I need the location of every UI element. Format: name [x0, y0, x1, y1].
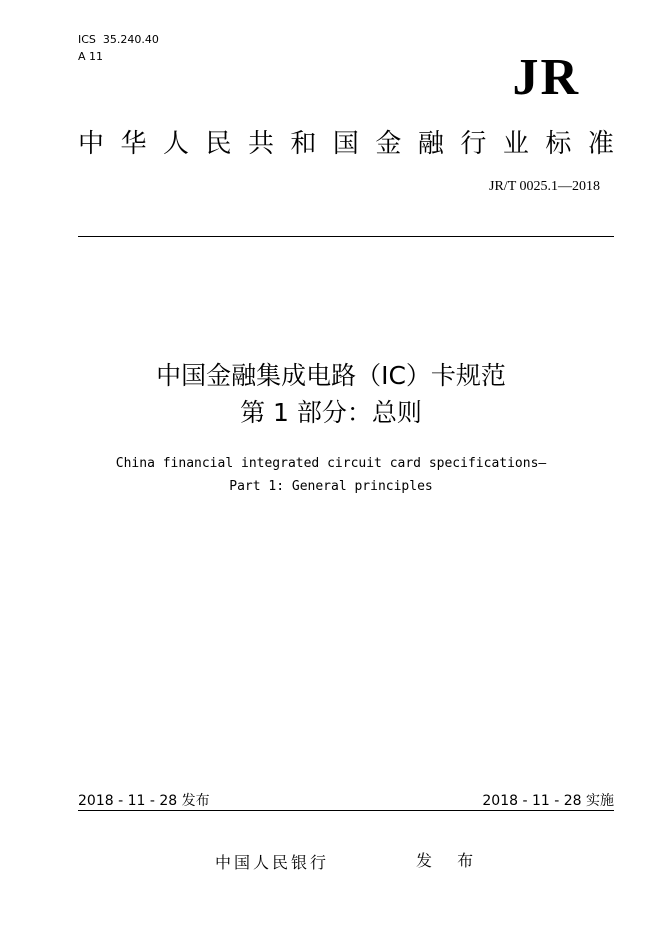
standard-category-char: 共	[247, 129, 274, 159]
implementation-date: 2018 - 11 - 28 实施	[482, 793, 614, 809]
standard-category-char: 业	[502, 129, 529, 159]
issue-date: 2018 - 11 - 28 发布	[78, 793, 210, 809]
standard-category-char: 标	[545, 129, 572, 159]
standard-category-char: 国	[332, 129, 359, 159]
jr-logo: JR	[512, 49, 580, 106]
document-subtitle-zh: 第 1 部分：总则	[240, 398, 422, 427]
standard-category-char: 和	[290, 129, 317, 159]
document-title-zh: 中国金融集成电路（IC）卡规范	[156, 361, 506, 390]
standard-category-char: 中	[78, 129, 105, 159]
ccs-code: A 11	[78, 50, 104, 63]
header-divider	[78, 236, 614, 237]
standard-category-char: 民	[205, 129, 232, 159]
standard-category-char: 准	[587, 129, 614, 159]
issuing-authority: 中国人民银行	[215, 853, 330, 872]
ics-code: ICS 35.240.40	[78, 33, 159, 46]
standard-category-char: 行	[460, 129, 487, 159]
footer-divider	[78, 810, 614, 811]
standard-category-char: 人	[162, 129, 189, 159]
issue-label: 发 布	[416, 851, 484, 870]
standard-category-title	[78, 128, 614, 160]
standard-category-char: 华	[120, 129, 147, 159]
standard-number: JR/T 0025.1—2018	[489, 179, 600, 194]
standard-category-char: 金	[375, 129, 402, 159]
document-title-en: China financial integrated circuit card specifications—	[115, 456, 547, 471]
document-subtitle-en: Part 1: General principles	[229, 479, 433, 494]
standard-category-char: 融	[417, 129, 444, 159]
